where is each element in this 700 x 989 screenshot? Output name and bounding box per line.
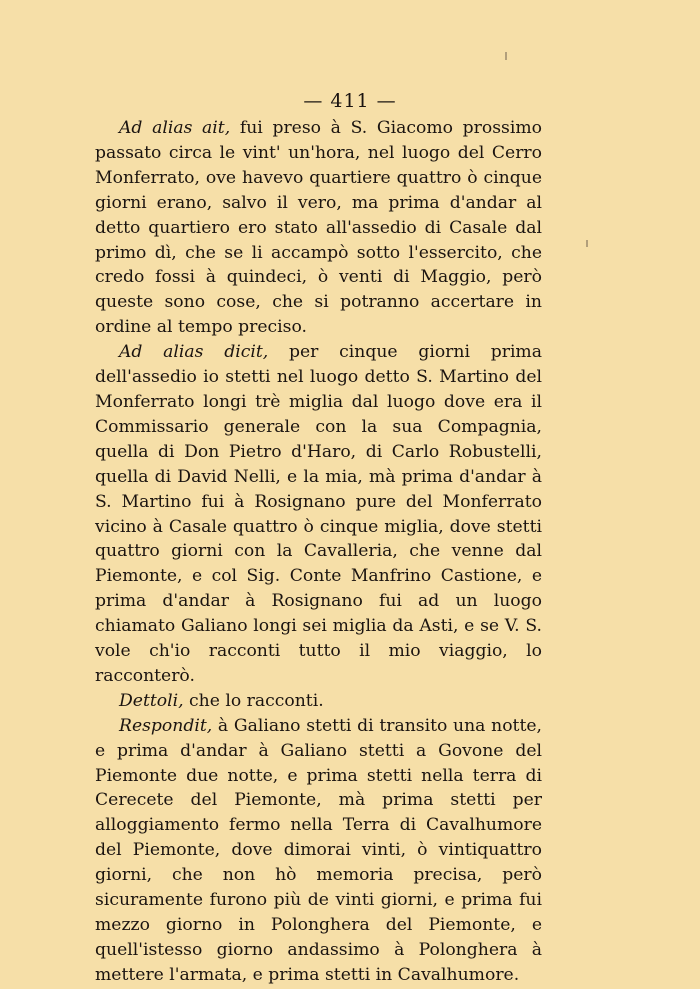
- paragraph-ad-alias-ait: [95, 116, 542, 340]
- paragraph-lead: Ad alias dicit,: [119, 342, 269, 363]
- paper-speck: [586, 240, 588, 247]
- paragraph-dettoli: [95, 689, 542, 714]
- paragraph-lead: Respondit,: [119, 715, 213, 736]
- paragraph-text: per cinque giorni prima dell'assedio io stetti nel luogo detto S. Martino del Monferrato longi trè miglia dal luogo dove era il Commissario generale con la sua Compagnia, quella di Don Pietro d'Haro, di Carlo Robustelli, quella di David Nelli, e la mia, mà prima d'andar à S. Martino fui à Rosignano pure del Monferrato vicino à Casale quattro ò cinque miglia, dove stetti quattro giorni con la Cavalleria, che venne dal Piemonte, e col Sig. Conte Manfrino Castione, e prima d'andar à Rosignano fui ad un luogo chiamato Galiano longi sei miglia da Asti, e se V. S. vole ch'io racconti tutto il mio viaggio, lo racconterò.: [95, 342, 542, 686]
- paragraph-lead: Ad alias ait,: [119, 118, 231, 138]
- paragraph-text: à Galiano stetti di transito una notte, e prima d'andar à Galiano stetti a Govone del Piemonte due notte, e prima stetti nella terra di Cerecete del Piemonte, mà prima stetti per alloggiamento fermo nella Terra di Cavalhumore del Piemonte, dove dimorai vinti, ò vintiquattro giorni, che non hò memoria precisa, però sicuramente furono più de vinti giorni, e prima fui mezzo giorno in Polonghera del Piemonte, e quell'istesso giorno andassimo à Polonghera à mettere l'armata, e prima stetti in Cavalhumore.: [95, 715, 542, 985]
- paper-speck: [505, 52, 507, 60]
- paragraph-text: che lo racconti.: [183, 690, 324, 711]
- paragraph-lead: Dettoli,: [119, 690, 184, 711]
- paragraph-respondit: [95, 714, 542, 988]
- paragraph-text: fui preso à S. Giacomo prossimo passato circa le vint' un'hora, nel luogo del Cerro Monferrato, ove havevo quartiere quattro ò cinque giorni erano, salvo il vero, ma prima d'andar al detto quartiero ero stato all'assedio di Casale dal primo dì, che se li accampò sotto l'essercito, che credo fossi à quindeci, ò venti di Maggio, però queste sono cose, che si potranno accertare in ordine al tempo preciso.: [95, 118, 542, 338]
- page-number: — 411 —: [303, 90, 397, 112]
- body-text: [95, 116, 542, 988]
- paragraph-ad-alias-dicit: [95, 340, 542, 689]
